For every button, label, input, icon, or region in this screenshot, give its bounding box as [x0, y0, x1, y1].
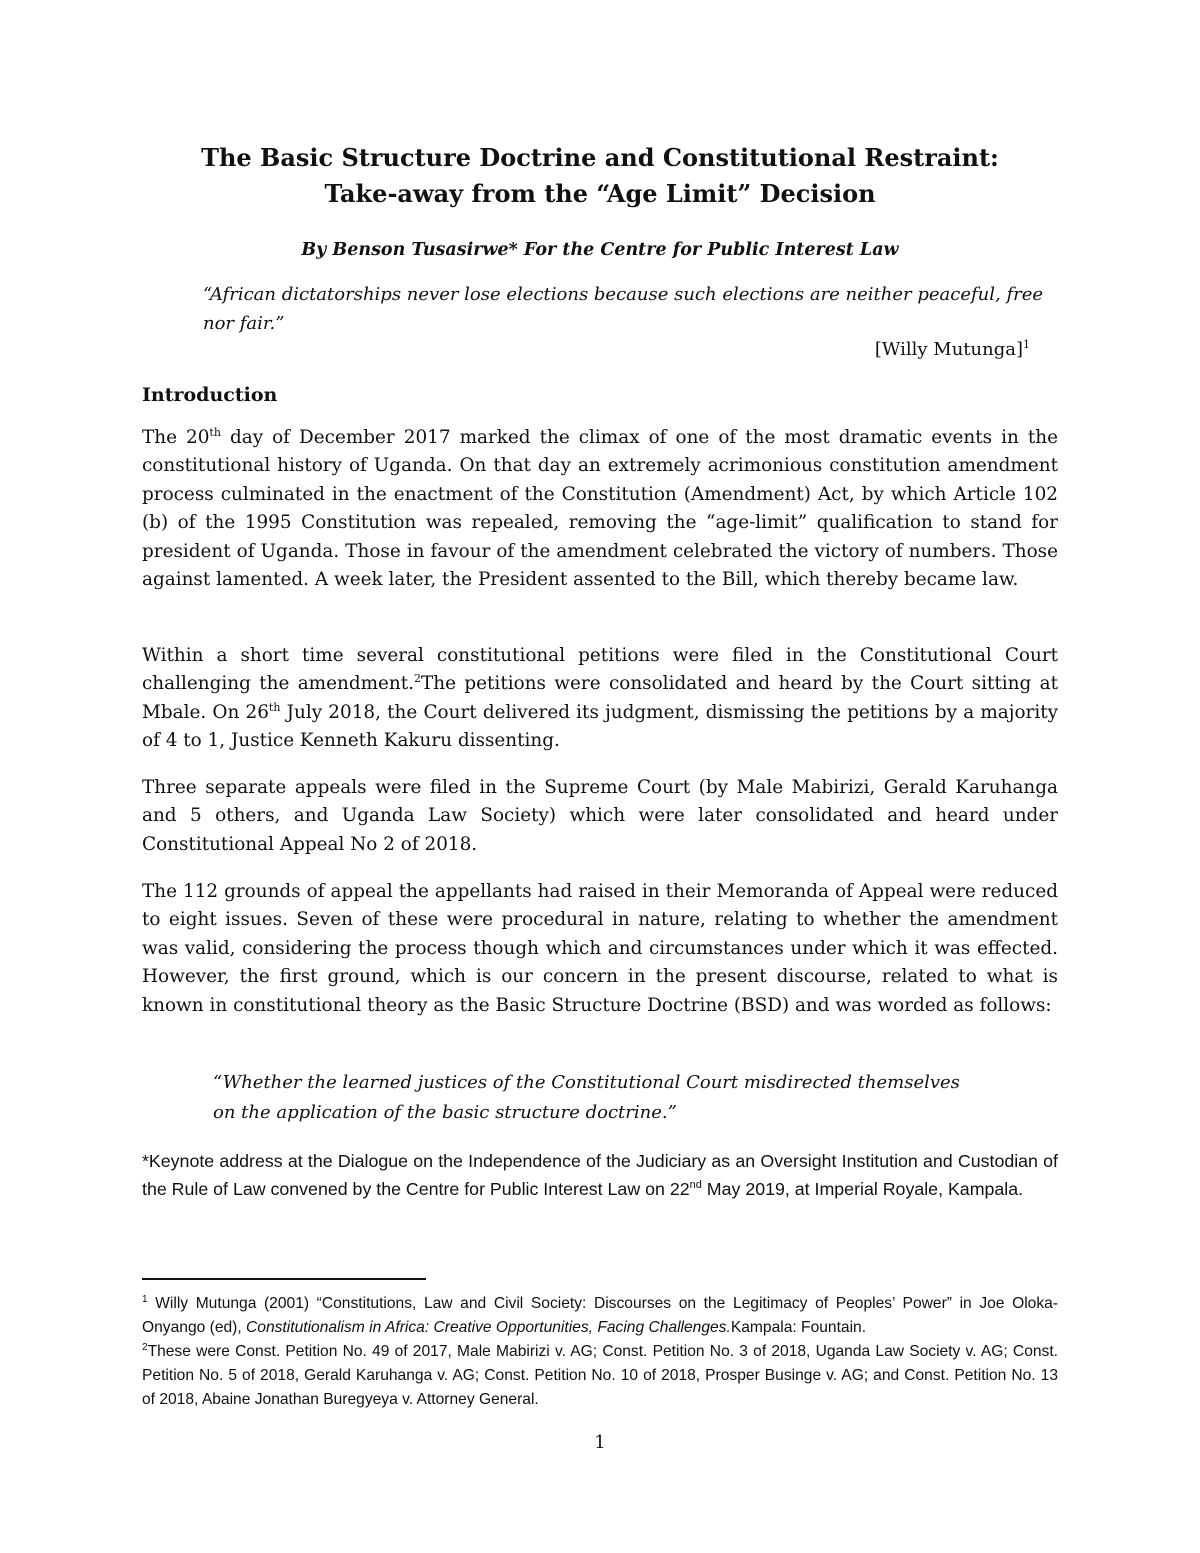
paragraph-1: [142, 424, 1058, 594]
footnote-2: [142, 1340, 1058, 1412]
keynote-note: [142, 1147, 1058, 1203]
paragraph-1-text-a: The 20: [142, 427, 210, 448]
title-line-2: Take-away from the “Age Limit” Decision: [324, 179, 876, 208]
footnote-1-text-b: Kampala: Fountain.: [730, 1319, 867, 1336]
block-quote: [213, 1068, 1033, 1128]
footnote-number: 2: [142, 1341, 148, 1353]
footnote-number: 1: [142, 1293, 148, 1305]
title-line-1: The Basic Structure Doctrine and Constitutional Restraint:: [201, 143, 999, 172]
epigraph-quote: “African dictatorships never lose elections because such elections are neither peaceful, free nor fair.”: [203, 284, 1044, 334]
author-byline: By Benson Tusasirwe* For the Centre for Public Interest Law: [301, 240, 899, 260]
attribution-text: [Willy Mutunga]: [874, 339, 1023, 360]
footnote-2-text: These were Const. Petition No. 49 of 2017, Male Mabirizi v. AG; Const. Petition No. 3 of 2018, Uganda Law Society v. AG; Const. Petition No. 5 of 2018, Gerald Karuhanga v. AG; Const. Petition No. 10 of 2018, Prosper Businge v. AG; and Const. Petition No. 13 of 2018, Abaine Jonathan Buregyeya v. Attorney General.: [142, 1343, 1058, 1408]
paragraph-2-text-c: July 2018, the Court delivered its judgment, dismissing the petitions by a majority of 4 to 1, Justice Kenneth Kakuru dissenting.: [142, 701, 1058, 752]
block-quote-line-2: on the application of the basic structure doctrine.”: [213, 1102, 677, 1123]
ordinal-suffix: th: [268, 700, 281, 714]
footnote-separator: [142, 1278, 426, 1280]
footnote-1-book-title: Constitutionalism in Africa: Creative Opportunities, Facing Challenges.: [246, 1319, 731, 1336]
block-quote-line-1: “Whether the learned justices of the Constitutional Court misdirected themselves: [213, 1072, 960, 1093]
footnote-1-text-a: Willy Mutunga (2001) “Constitutions, Law and Civil Society: Discourses on the Legitimacy of Peoples’ Power” in Joe Oloka-Onyango (ed),: [142, 1295, 1058, 1336]
keynote-text-a: *Keynote address at the Dialogue on the Independence of the Judiciary as an Oversight Institution and Custodian of the Rule of Law convened by the Centre for Public Interest Law on 22: [142, 1151, 1058, 1199]
section-heading: Introduction: [142, 384, 278, 406]
paragraph-4: The 112 grounds of appeal the appellants had raised in their Memoranda of Appeal were reduced to eight issues. Seven of these were procedural in nature, relating to whether the amendment was valid, considering the process though which and circumstances under which it was effected. However, the first ground, which is our concern in the present discourse, related to what is known in constitutional theory as the Basic Structure Doctrine (BSD) and was worded as follows:: [142, 881, 1058, 1016]
footnote-1: [142, 1292, 1058, 1340]
epigraph-attribution: [700, 336, 1030, 364]
page-number: 1: [594, 1432, 606, 1453]
paragraph-1-text-b: day of December 2017 marked the climax of one of the most dramatic events in the constitutional history of Uganda. On that day an extremely acrimonious constitution amendment process culminated in the enactment of the Constitution (Amendment) Act, by which Article 102 (b) of the 1995 Constitution was repealed, removing the “age-limit” qualification to stand for president of Uganda. Those in favour of the amendment celebrated the victory of numbers. Those against lamented. A week later, the President assented to the Bill, which thereby became law.: [142, 427, 1058, 591]
ordinal-suffix: th: [209, 425, 221, 439]
paragraph-2-text-a: Within a short time several constitutional petitions were filed in the Constitutional Court challenging the amendment.: [142, 645, 1058, 695]
keynote-text-b: May 2019, at Imperial Royale, Kampala.: [701, 1179, 1024, 1199]
footnote-ref-2: 2: [414, 672, 422, 686]
document-title: [100, 140, 1100, 212]
paragraph-2-text-b: The petitions were consolidated and heard by the Court sitting at Mbale. On 26: [142, 673, 1058, 723]
ordinal-suffix: nd: [689, 1179, 702, 1192]
paragraph-2: [142, 642, 1058, 756]
footnote-ref-1: 1: [1023, 338, 1030, 351]
paragraph-3: Three separate appeals were filed in the Supreme Court (by Male Mabirizi, Gerald Karuhanga and 5 others, and Uganda Law Society) which were later consolidated and heard under Constitutional Appeal No 2 of 2018.: [142, 777, 1058, 855]
